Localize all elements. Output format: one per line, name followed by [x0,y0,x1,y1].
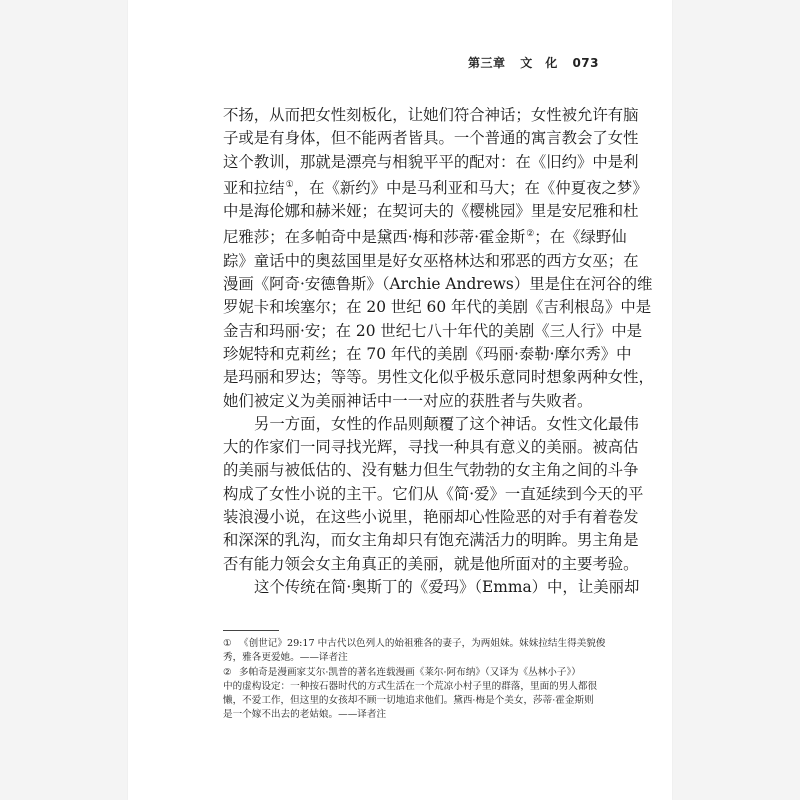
footnotes [223,637,643,723]
footnote-marker: ② [223,666,232,678]
body-line-text: 子或是有身体，但不能两者皆具。一个普通的寓言教会了女性 [223,129,639,148]
footnote-text: 秀，雅各更爱她。——译者注 [223,652,348,664]
footnote-line [223,708,643,722]
body-line [223,529,643,552]
book-page [128,0,672,800]
footnote-line [223,694,643,708]
body-line [223,151,643,174]
body-line-text: 大的作家们一同寻找光辉，寻找一种具有意义的美丽。被高估 [223,438,639,457]
body-line [223,459,643,482]
body-line-text: 中是海伦娜和赫米娅；在契诃夫的《樱桃园》里是安尼雅和杜 [223,202,639,221]
body-line [223,223,643,249]
body-line-text: 构成了女性小说的主干。它们从《简·爱》一直延续到今天的平 [223,484,644,503]
body-line [223,200,643,223]
footnote-text: 中的虚构设定：一种按石器时代的方式生活在一个荒凉小村子里的群落，里面的男人都很 [223,680,598,692]
body-line-text: 金吉和玛丽·安；在 20 世纪七八十年代的美剧《三人行》中是 [223,321,643,340]
body-line-text: 她们被定义为美丽神话中一一对应的获胜者与失败者。 [223,391,593,410]
body-line [223,174,648,200]
page-number: 073 [572,56,599,70]
body-line-text: ，在《新约》中是马利亚和马大；在《仲夏夜之梦》 [293,178,648,197]
body-line-text: 罗妮卡和埃塞尔；在 20 世纪 60 年代的美剧《吉利根岛》中是 [223,298,652,317]
body-line [223,127,643,150]
section-label: 文 化 [520,56,558,70]
body-line-text: 踪》童话中的奥兹国里是好女巫格林达和邪恶的西方女巫；在 [223,251,639,270]
body-line [223,104,643,127]
running-head [468,54,599,71]
body-line [223,483,643,506]
chapter-label: 第三章 [468,56,506,70]
body-line-text: 的美丽与被低估的、没有魅力但生气勃勃的女主角之间的斗争 [223,461,639,480]
body-line-text: 另一方面，女性的作品则颠覆了这个神话。女性文化最伟 [254,414,639,433]
footnote-marker: ① [223,638,232,649]
body-line [223,366,654,389]
body-line [223,576,643,599]
footnote-text: 是一个嫁不出去的老姑娘。——译者注 [223,709,387,721]
body-line-text: 否有能力领会女主角真正的美丽，就是他所面对的主要考验。 [223,554,639,573]
body-line [223,506,643,529]
body-line-text: 是玛丽和罗达；等等。男性文化似乎极乐意同时想象两种女性， [223,368,654,387]
footnote-text: 懒，不爱工作，但这里的女孩却不顾一切地追求他们。黛西·梅是个美女，莎蒂·霍金斯则 [223,695,594,707]
body-line-text: 漫画《阿奇·安德鲁斯》（Archie Andrews）里是住在河谷的维 [223,275,653,294]
body-line-text: 装浪漫小说，在这些小说里，艳丽却心性险恶的对手有着卷发 [223,508,639,527]
footnote-line [223,651,643,665]
body-line [223,343,643,366]
body-line [223,413,643,436]
footnote-text: 《创世记》29:17 中古代以色列人的始祖雅各的妻子，为两姐妹。妹妹拉结生得美貌俊 [239,638,606,649]
body-line-text: 和深深的乳沟，而女主角却只有饱充满活力的明眸。男主角是 [223,531,639,550]
body-line [223,250,643,273]
body-line-text: 珍妮特和克莉丝；在 70 年代的美剧《玛丽·泰勒·摩尔秀》中 [223,344,632,363]
footnote-rule [223,630,279,631]
body-line [223,296,652,319]
body-line-text: 这个教训，那就是漂亮与相貌平平的配对：在《旧约》中是利 [223,152,639,171]
footnote-line [223,680,643,694]
body-line [223,553,643,576]
footnote-reference: ① [285,179,294,190]
body-text [223,104,654,599]
footnote-text: 多帕奇是漫画家艾尔·凯普的著名连载漫画《莱尔·阿布纳》（又译为《丛林小子》） [239,666,581,678]
body-line-text: 尼雅莎；在多帕奇中是黛西·梅和莎蒂·霍金斯 [223,228,526,247]
body-line [223,390,643,413]
body-line [223,436,643,459]
footnote-line [223,666,643,680]
body-line-text: 不扬，从而把女性刻板化，让她们符合神话；女性被允许有脑 [223,106,639,124]
footnote-reference: ② [526,229,535,240]
body-line-text: ；在《绿野仙 [534,228,627,247]
footnote-line [223,637,643,651]
body-line [223,320,643,343]
body-line [223,273,653,296]
body-line-text: 亚和拉结 [223,178,285,197]
body-line-text: 这个传统在简·奥斯丁的《爱玛》（Emma）中，让美丽却 [254,577,640,596]
